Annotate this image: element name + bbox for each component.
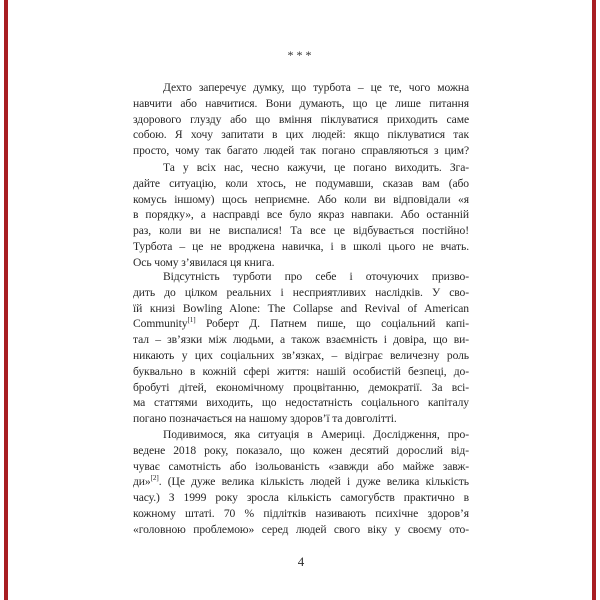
text-line: Відсутність турботи про себе і оточуючих призво- — [163, 270, 469, 283]
text-line: в порядку», а насправді все було якраз навпаки. Або останній — [133, 208, 469, 222]
text-line: дить до цілком реальних і несприятливих наслідків. У сво- — [133, 285, 469, 299]
text-line: Та у всіх нас, чесно кажучи, це погано виходить. Зга- — [163, 161, 469, 174]
text-line: ма статтями виходить, що недостатність соціального капіталу — [133, 396, 469, 410]
paragraph — [133, 80, 469, 159]
text-line: ди»[2]. (Це дуже велика кількість людей і дуже велика кількість — [133, 474, 469, 489]
text-line: чуває самотність або ізольованість «завжди або майже завж- — [133, 459, 469, 473]
section-break-ornament: *** — [287, 48, 315, 62]
text-line: собою. Я хочу запитати в цих людей: якщо піклуватися так — [133, 128, 469, 142]
text-line: тал – зв’язки між людьми, а також взаємність і довіра, що ви- — [133, 333, 469, 347]
text-line: Дехто заперечує думку, що турбота – це те, чого можна — [163, 81, 469, 94]
book-cover-edge-left — [4, 0, 8, 600]
text-line: погано позначається на нашому здоров’ї та довголітті. — [133, 412, 397, 426]
text-line: дайте ситуацію, коли хтось, не подумавши, сказав вам (або — [133, 176, 469, 190]
book-cover-edge-right — [592, 0, 596, 600]
paragraph — [133, 427, 469, 538]
text-line: никають у цих соціальних зв’язках, – відіграє величезну роль — [133, 348, 469, 362]
text-line: «головною проблемою» серед людей свого віку у своєму ото- — [133, 522, 469, 536]
text-line: їй книзі Bowling Alone: The Collapse and Revival of American — [133, 301, 469, 315]
text-line: навчити або навчитися. Вони думають, що це лише питання — [133, 96, 469, 110]
text-line: комусь іншому) щось неприємне. Або коли ви відповідали «я — [133, 192, 469, 206]
paragraph — [133, 269, 469, 427]
text-line: просто, чому так багато людей так погано справляються з цим? — [133, 144, 469, 158]
text-line: буквально в кожній сфері життя: нашій особистій безпеці, до- — [133, 364, 469, 378]
paragraph — [133, 160, 469, 271]
text-line: Подивимося, яка ситуація в Америці. Дослідження, про- — [163, 428, 469, 441]
page-number: 4 — [297, 554, 305, 569]
text-line: бробуті дітей, економічному процвітанню, демократії. За всі- — [133, 380, 469, 394]
text-line: Community[1] Роберт Д. Патнем пише, що соціальний капі- — [133, 316, 469, 331]
footnote-marker: [1] — [187, 316, 196, 325]
text-line: ведене 2018 року, показало, що кожен десятий дорослий від- — [133, 443, 469, 457]
text-line: Ось чому з’явилася ця книга. — [133, 255, 275, 269]
text-line: кожному штаті. 70 % підлітків називають психічне здоров’я — [133, 506, 469, 520]
text-line: часу.) З 1999 року зросла кількість самогубств практично в — [133, 491, 469, 505]
footnote-marker: [2] — [150, 474, 159, 483]
text-line: Турбота – це не вроджена навичка, і в школі цього не вчать. — [133, 239, 469, 253]
text-line: здорового глузду або що вміння піклуватися приходить саме — [133, 112, 469, 126]
text-line: раз, коли ви не виспалися! Та все це відбувається постійно! — [133, 224, 469, 238]
